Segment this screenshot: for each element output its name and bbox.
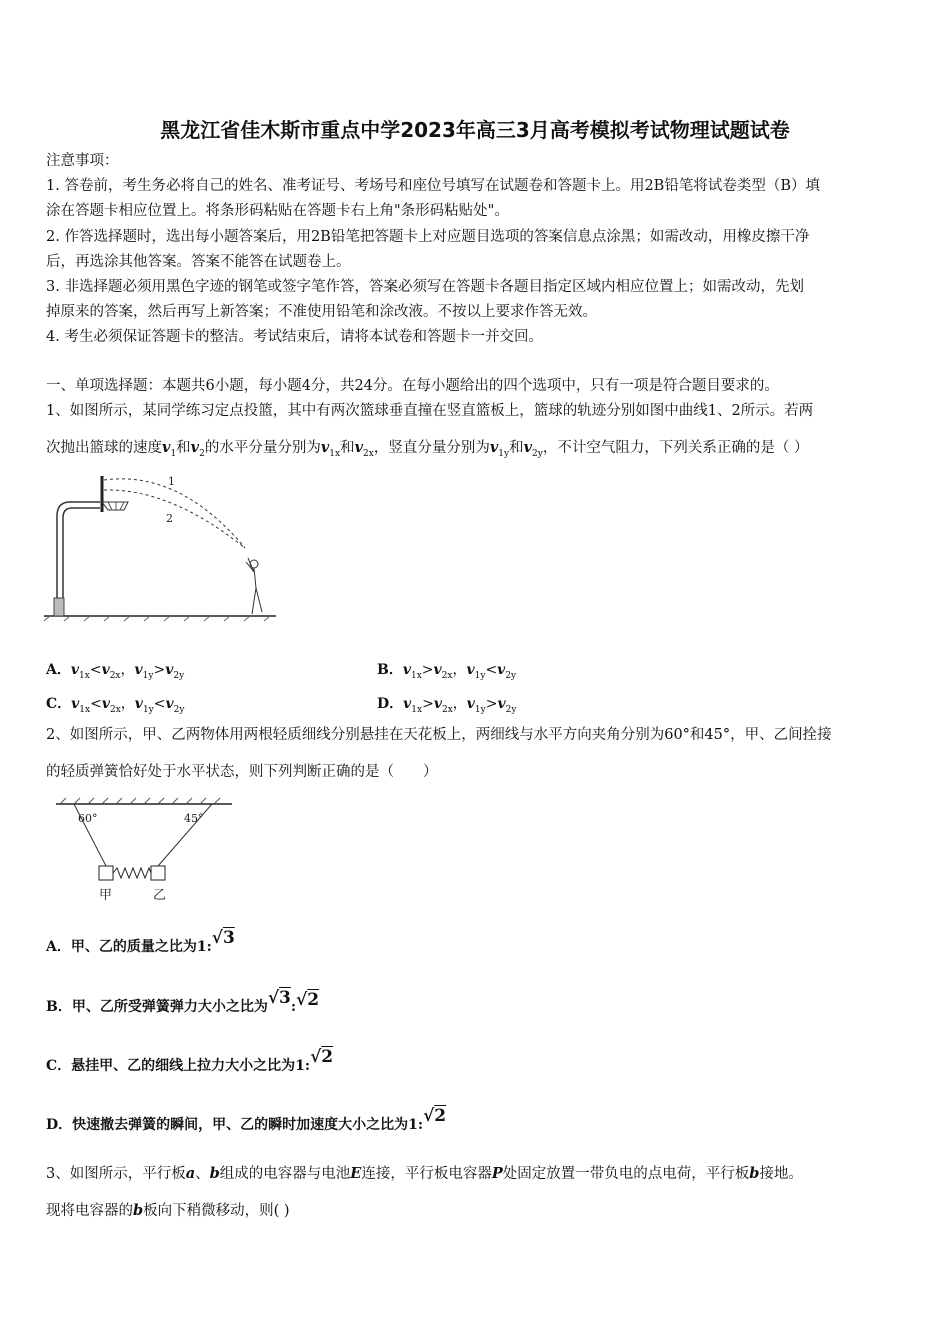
- page-title: 黑龙江省佳木斯市重点中学2023年高三3月高考模拟考试物理试题试卷: [160, 118, 790, 142]
- trajectory-1: [104, 479, 245, 548]
- label-jia: 甲: [99, 888, 113, 903]
- notice-line-2: 涂在答题卡相应位置上。将条形码粘贴在答题卡右上角"条形码粘贴处"。: [46, 203, 509, 219]
- trajectory-2: [104, 490, 245, 548]
- spring-figure: [52, 796, 238, 908]
- player-figure: [246, 558, 262, 614]
- notice-line-6: 掉原来的答案，然后再写上新答案；不准使用铅笔和涂改液。不按以上要求作答无效。: [46, 304, 597, 320]
- q1-option-d[interactable]: D．$v_{1x}>v_{2x}$，$v_{1y}>v_{2y}$: [377, 696, 517, 715]
- q2-option-b[interactable]: B．甲、乙所受弹簧弹力大小之比为√3:√2: [46, 988, 320, 1015]
- q1-option-b[interactable]: B．$v_{1x}>v_{2x}$，$v_{1y}<v_{2y}$: [377, 662, 517, 681]
- notice-line-5: 3. 非选择题必须用黑色字迹的钢笔或签字笔作答，答案必须写在答题卡各题目指定区域内相应位置上；如需改动，先划: [46, 279, 804, 295]
- angle-label-45: 45°: [184, 812, 204, 825]
- q3-line-2: 现将电容器的b板向下稍微移动，则( ): [46, 1202, 290, 1219]
- notice-line-7: 4. 考生必须保证答题卡的整洁。考试结束后，请将本试卷和答题卡一并交回。: [46, 329, 543, 345]
- hoop-net: [102, 502, 128, 510]
- ceiling-hatch: [60, 798, 220, 804]
- q1-option-c[interactable]: C．$v_{1x}<v_{2x}$，$v_{1y}<v_{2y}$: [46, 696, 185, 715]
- q2-line-1: 2、如图所示，甲、乙两物体用两根轻质细线分别悬挂在天花板上，两细线与水平方向夹角分别为60°和45°，甲、乙间拴接: [46, 727, 832, 743]
- q2-option-d[interactable]: D．快速撤去弹簧的瞬间，甲、乙的瞬时加速度大小之比为1:√2: [46, 1106, 447, 1133]
- q2-option-c[interactable]: C．悬挂甲、乙的细线上拉力大小之比为1:√2: [46, 1047, 334, 1074]
- block-jia: [99, 866, 113, 880]
- label-yi: 乙: [153, 888, 167, 903]
- q1-option-a[interactable]: A．$v_{1x}<v_{2x}$，$v_{1y}>v_{2y}$: [46, 662, 185, 681]
- notice-line-3: 2. 作答选择题时，选出每小题答案后，用2B铅笔把答题卡上对应题目选项的答案信息点涂黑；如需改动，用橡皮擦干净: [46, 229, 810, 245]
- curve-label-2: 2: [166, 512, 173, 525]
- hoop-pole: [57, 502, 100, 598]
- notice-heading: 注意事项：: [46, 153, 119, 169]
- block-yi: [151, 866, 165, 880]
- notice-line-1: 1. 答卷前，考生务必将自己的姓名、准考证号、考场号和座位号填写在试题卷和答题卡上。用2B铅笔将试卷类型（B）填: [46, 178, 820, 194]
- pole-base: [54, 598, 64, 616]
- q2-line-2: 的轻质弹簧恰好处于水平状态，则下列判断正确的是（ ）: [46, 764, 438, 780]
- section-heading: 一、单项选择题：本题共6小题，每小题4分，共24分。在每小题给出的四个选项中，只有一项是符合题目要求的。: [46, 378, 779, 394]
- angle-label-60: 60°: [78, 812, 98, 825]
- basketball-figure: [40, 466, 280, 622]
- q1-line-1: 1、如图所示，某同学练习定点投篮，其中有两次篮球垂直撞在竖直篮板上，篮球的轨迹分别如图中曲线1、2所示。若两: [46, 403, 814, 419]
- notice-line-4: 后，再选涂其他答案。答案不能答在试题卷上。: [46, 254, 351, 270]
- q2-option-a[interactable]: A．甲、乙的质量之比为1:√3: [46, 928, 235, 955]
- q3-line-1: 3、如图所示，平行板a、b组成的电容器与电池E连接，平行板电容器P处固定放置一带负电的点电荷，平行板b接地。: [46, 1165, 803, 1182]
- curve-label-1: 1: [168, 475, 175, 488]
- q1-line-2: 次抛出篮球的速度$v_1$和$v_2$的水平分量分别为$v_{1x}$和$v_{2x}$，竖直分量分别为$v_{1y}$和$v_{2y}$，不计空气阻力，下列关系正确的是（ ）: [46, 439, 809, 459]
- spring: [113, 868, 151, 878]
